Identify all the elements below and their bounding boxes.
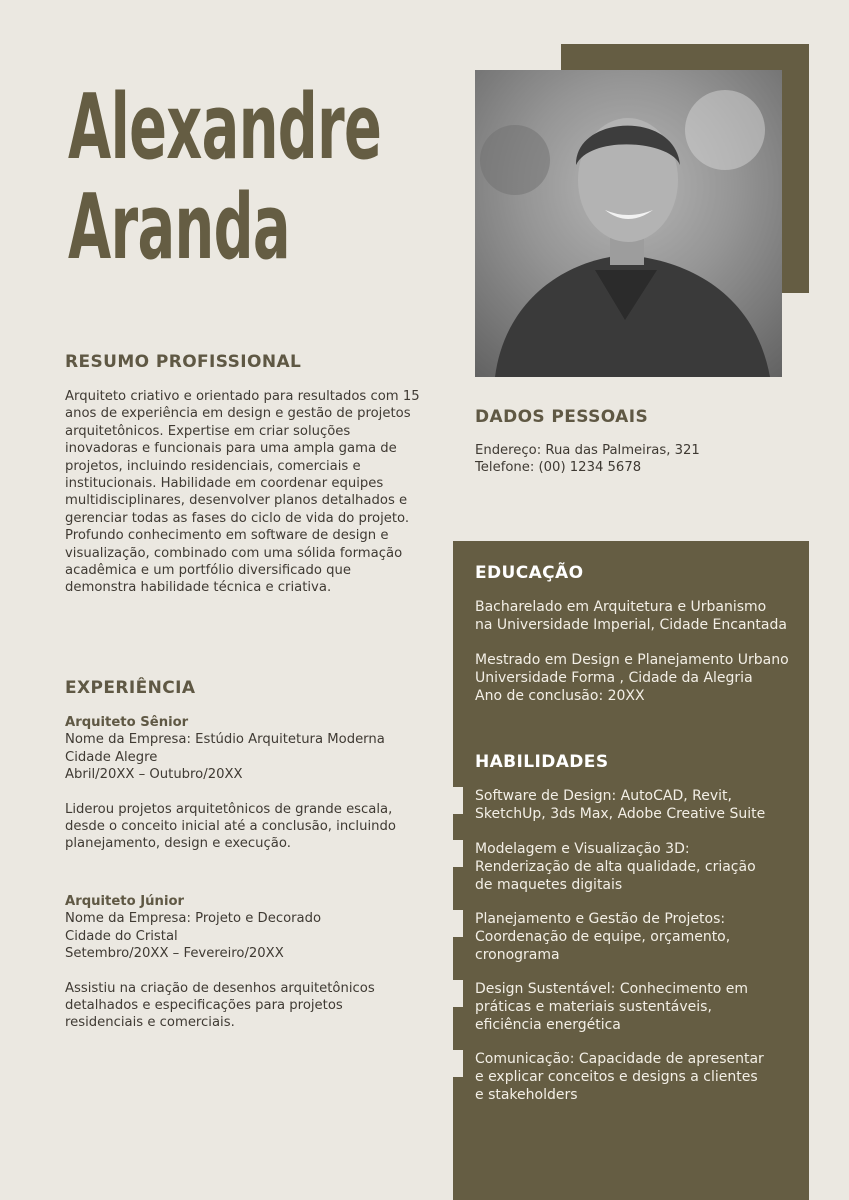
summary-line: anos de experiência em design e gestão de projetos (65, 406, 411, 422)
summary-heading: RESUMO PROFISSIONAL (65, 352, 302, 372)
education-heading: EDUCAÇÃO (475, 563, 584, 583)
skill-line: Design Sustentável: Conhecimento em (475, 981, 749, 997)
summary-line: institucionais. Habilidade em coordenar equipes (65, 476, 384, 492)
personal-heading: DADOS PESSOAIS (475, 407, 649, 427)
job-description-line: planejamento, design e execução. (65, 836, 291, 852)
job-company: Nome da Empresa: Estúdio Arquitetura Moderna (65, 732, 385, 748)
address-text: Endereço: Rua das Palmeiras, 321 (475, 443, 700, 458)
job-company: Nome da Empresa: Projeto e Decorado (65, 911, 322, 927)
education-line: Ano de conclusão: 20XX (475, 688, 645, 704)
summary-line: visualização, combinado com uma sólida formação (65, 545, 403, 561)
skill-line: Renderização de alta qualidade, criação (475, 859, 756, 875)
summary-line: multidisciplinares, desenvolver planos detalhados e (65, 493, 408, 509)
summary-text (65, 388, 425, 597)
skill-line: Software de Design: AutoCAD, Revit, (475, 788, 732, 804)
skill-item (475, 980, 748, 1034)
education-line: Universidade Forma , Cidade da Alegria (475, 670, 753, 686)
skill-notch (453, 1050, 463, 1077)
job-period: Setembro/20XX – Fevereiro/20XX (65, 946, 284, 962)
job-city: Cidade Alegre (65, 749, 158, 765)
skill-item (475, 840, 756, 894)
summary-line: Arquiteto criativo e orientado para resultados com 15 (65, 389, 420, 404)
skill-item (475, 787, 765, 823)
job-description-line: Liderou projetos arquitetônicos de grande escala, (65, 801, 393, 817)
phone-text: Telefone: (00) 1234 5678 (475, 460, 642, 476)
education-item (475, 598, 787, 634)
job-title: Arquiteto Júnior (65, 894, 185, 909)
experience-entry (65, 893, 375, 1032)
side-panel (453, 541, 809, 1200)
skill-line: e stakeholders (475, 1087, 578, 1103)
skill-line: Planejamento e Gestão de Projetos: (475, 911, 726, 927)
job-description-line: detalhados e especificações para projetos (65, 998, 343, 1014)
candidate-name (68, 75, 382, 280)
education-line: Mestrado em Design e Planejamento Urbano (475, 652, 789, 668)
skill-line: eficiência energética (475, 1017, 621, 1033)
skill-line: e explicar conceitos e designs a clientes (475, 1069, 758, 1085)
education-item (475, 651, 789, 705)
skill-line: Modelagem e Visualização 3D: (475, 841, 690, 857)
skills-heading: HABILIDADES (475, 752, 609, 772)
summary-line: gerenciar todas as fases do ciclo de vida do projeto. (65, 510, 410, 526)
experience-entry (65, 714, 396, 853)
skill-item (475, 910, 730, 964)
skill-notch (453, 840, 463, 867)
summary-line: arquitetônicos. Expertise em criar soluções (65, 423, 351, 439)
skill-notch (453, 980, 463, 1007)
skill-notch (453, 787, 463, 814)
skill-item (475, 1050, 764, 1104)
education-line: Bacharelado em Arquitetura e Urbanismo (475, 599, 767, 615)
skill-line: cronograma (475, 947, 560, 963)
job-description-line: Assistiu na criação de desenhos arquitetônicos (65, 980, 375, 996)
summary-line: acadêmica e um portfólio diversificado que (65, 563, 351, 579)
job-description-line: desde o conceito inicial até a conclusão, incluindo (65, 819, 396, 835)
job-period: Abril/20XX – Outubro/20XX (65, 767, 243, 783)
profile-photo (475, 70, 782, 377)
skill-line: SketchUp, 3ds Max, Adobe Creative Suite (475, 806, 766, 822)
skill-notch (453, 910, 463, 937)
summary-line: demonstra habilidade técnica e criativa. (65, 580, 332, 596)
summary-line: projetos, incluindo residenciais, comerciais e (65, 458, 361, 474)
skill-line: de maquetes digitais (475, 877, 623, 893)
personal-info (475, 442, 700, 477)
job-city: Cidade do Cristal (65, 928, 178, 944)
summary-line: inovadoras e funcionais para uma ampla gama de (65, 441, 397, 457)
summary-line: Profundo conhecimento em software de design e (65, 528, 389, 544)
first-name: Alexandre (68, 75, 382, 180)
experience-heading: EXPERIÊNCIA (65, 678, 196, 698)
person-portrait-image (475, 70, 782, 377)
job-description-line: residenciais e comerciais. (65, 1015, 235, 1031)
job-title: Arquiteto Sênior (65, 715, 189, 730)
skill-line: Comunicação: Capacidade de apresentar (475, 1051, 764, 1067)
skill-line: Coordenação de equipe, orçamento, (475, 929, 731, 945)
education-line: na Universidade Imperial, Cidade Encantada (475, 617, 787, 633)
skill-line: práticas e materiais sustentáveis, (475, 999, 712, 1015)
last-name: Aranda (68, 175, 290, 280)
